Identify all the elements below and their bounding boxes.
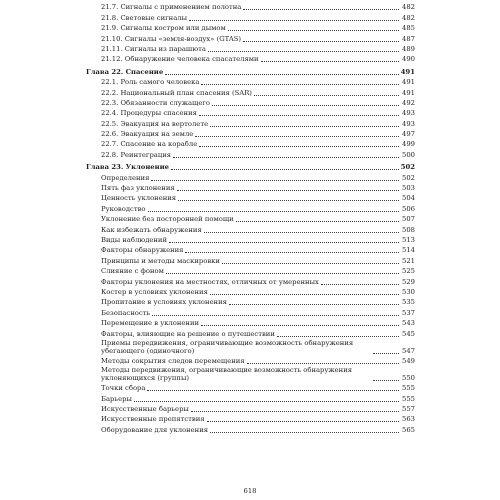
toc-entry-page: 502: [400, 163, 415, 172]
toc-entry-title: Уклонение без посторонней помощи: [101, 215, 234, 224]
toc-entry: [86, 129, 415, 139]
toc-entry-title: 22.1. Роль самого человека: [101, 78, 200, 87]
toc-entry-page: 487: [402, 34, 415, 43]
toc-entry-title: 21.12. Обнаружение человека спасателями: [101, 55, 259, 64]
toc-entry-page: 557: [402, 405, 415, 414]
toc-entry-title: Руководство: [101, 204, 146, 213]
toc-entry-title: 22.7. Спасение на корабле: [101, 140, 198, 149]
dot-leader: [201, 325, 399, 326]
dot-leader: [171, 169, 399, 170]
toc-entry-title: Факторы обнаружения: [101, 246, 184, 255]
dot-leader: [210, 432, 399, 433]
toc-entry: [86, 356, 415, 366]
toc-entry-page: 506: [402, 204, 415, 213]
dot-leader: [321, 284, 399, 285]
toc-entry-title: Безопасность: [101, 308, 151, 317]
toc-entry-page: 493: [402, 109, 415, 118]
toc-entry-page: 543: [402, 319, 415, 328]
toc-entry: [86, 414, 415, 424]
dot-leader: [173, 157, 399, 158]
toc-entry: [86, 287, 415, 297]
toc-entry: [86, 98, 415, 108]
toc-entry: [86, 54, 415, 64]
dot-leader: [199, 146, 399, 147]
dot-leader: [195, 136, 399, 137]
toc-entry-page: 482: [402, 13, 415, 22]
toc-entry-page: 535: [402, 298, 415, 307]
toc-entry-title: 22.2. Национальный план спасения (SAR): [101, 88, 252, 97]
toc-entry-title: Определения: [101, 173, 150, 182]
toc-entry-page: 504: [402, 194, 415, 203]
toc-entry: [86, 383, 415, 393]
toc-entry-title: Принципы и методы маскировки: [101, 256, 220, 265]
dot-leader: [254, 95, 399, 96]
toc-entry-title: Пропитание в условиях уклонения: [101, 298, 227, 307]
toc-entry-page: 489: [402, 44, 415, 53]
toc-entry-title: 21.9. Сигналы костром или дымом: [101, 24, 226, 33]
toc-entry: [86, 214, 415, 224]
dot-leader: [236, 221, 399, 222]
toc-entry-title: Как избежать обнаружения: [101, 225, 202, 234]
toc-entry: [86, 149, 415, 159]
toc-entry-title: Глава 23. Уклонение: [86, 163, 169, 172]
toc-entry-title: Слияние с фоном: [101, 267, 164, 276]
toc-entry-page: 500: [402, 150, 415, 159]
toc-entry-page: 537: [402, 308, 415, 317]
dot-leader: [152, 315, 399, 316]
toc-entry-title: 21.10. Сигналы «земля-воздух» (GTAS): [101, 34, 242, 43]
toc-entry: [86, 77, 415, 87]
dot-leader: [177, 190, 399, 191]
toc-entry-title: Перемещение в уклонении: [101, 319, 200, 328]
toc-entry-page: 529: [402, 277, 415, 286]
toc-entry-page: 530: [402, 287, 415, 296]
dot-leader: [151, 180, 399, 181]
dot-leader: [189, 20, 399, 21]
dot-leader: [207, 421, 399, 422]
toc-entry: [86, 33, 415, 43]
toc-entry-title: Оборудование для уклонения: [101, 425, 209, 434]
toc-entry-title: 22.5. Эвакуация на вертолете: [101, 119, 209, 128]
toc-entry-page: 497: [402, 130, 415, 139]
toc-chapter-heading: [86, 66, 415, 76]
toc-entry-page: 514: [402, 246, 415, 255]
toc-entry: [86, 424, 415, 434]
toc-entry-page: 508: [402, 225, 415, 234]
dot-leader: [166, 273, 399, 274]
dot-leader: [243, 9, 399, 10]
dot-leader: [228, 30, 399, 31]
toc-entry-title: Методы передвижения, ограничивающие возможность обнаружения уклоняющихся (группы): [101, 365, 353, 383]
toc-entry: [86, 108, 415, 118]
toc-entry-page: 485: [402, 24, 415, 33]
table-of-contents: [86, 2, 415, 435]
dot-leader: [247, 363, 399, 364]
toc-entry-title: Пять фаз уклонения: [101, 184, 175, 193]
toc-entry-page: 549: [402, 356, 415, 365]
toc-entry-title: 22.3. Обязанности служащего: [101, 98, 210, 107]
dot-leader: [261, 61, 399, 62]
dot-leader: [178, 200, 399, 201]
toc-entry: [86, 118, 415, 128]
toc-entry: [86, 266, 415, 276]
dot-leader: [134, 401, 399, 402]
toc-entry: [86, 318, 415, 328]
toc-entry-title: Методы сокрытия следов перемещения: [101, 356, 245, 365]
toc-entry-page: 492: [402, 98, 415, 107]
dot-leader: [208, 51, 399, 52]
dot-leader: [277, 336, 399, 337]
dot-leader: [165, 74, 399, 75]
dot-leader: [243, 41, 399, 42]
dot-leader: [169, 242, 399, 243]
toc-entry: [86, 23, 415, 33]
toc-entry: [86, 193, 415, 203]
toc-entry: [86, 339, 415, 356]
dot-leader: [147, 390, 399, 391]
toc-entry-page: 565: [402, 425, 415, 434]
toc-entry-title: Костер в условиях уклонения: [101, 287, 208, 296]
toc-entry: [86, 255, 415, 265]
toc-entry: [86, 172, 415, 182]
toc-entry: [86, 276, 415, 286]
dot-leader: [185, 252, 399, 253]
toc-entry-title: Глава 22. Спасение: [86, 67, 164, 76]
dot-leader: [210, 126, 399, 127]
toc-entry-title: 21.8. Световые сигналы: [101, 13, 187, 22]
toc-entry-page: 521: [402, 256, 415, 265]
toc-entry-page: 563: [402, 415, 415, 424]
toc-entry: [86, 2, 415, 12]
toc-entry-title: 22.4. Процедуры спасения: [101, 109, 197, 118]
toc-entry-title: Искусственные препятствия: [101, 415, 205, 424]
toc-entry: [86, 307, 415, 317]
toc-entry: [86, 139, 415, 149]
toc-entry-page: 493: [402, 119, 415, 128]
toc-entry-title: 22.6. Эвакуация на земле: [101, 130, 194, 139]
toc-entry-page: 513: [402, 235, 415, 244]
toc-entry: [86, 245, 415, 255]
toc-entry-page: 507: [402, 215, 415, 224]
toc-entry: [86, 224, 415, 234]
toc-entry-page: 491: [400, 67, 415, 76]
dot-leader: [201, 84, 399, 85]
toc-entry-page: 550: [402, 373, 415, 382]
toc-entry: [86, 235, 415, 245]
toc-entry-page: 547: [402, 346, 415, 355]
dot-leader: [229, 304, 399, 305]
toc-entry-page: 525: [402, 267, 415, 276]
toc-entry-page: 502: [402, 173, 415, 182]
toc-entry-title: 22.8. Реинтеграция: [101, 150, 172, 159]
toc-entry-page: 555: [402, 394, 415, 403]
toc-entry-title: Виды наблюдений: [101, 235, 167, 244]
toc-entry: [86, 183, 415, 193]
toc-entry: [86, 297, 415, 307]
toc-entry-title: Приемы передвижения, ограничивающие возможность обнаружения убегающего (одиночного): [101, 338, 354, 355]
toc-entry-title: 21.7. Сигналы с применением полотна: [101, 3, 242, 12]
toc-entry: [86, 203, 415, 213]
toc-entry: [86, 393, 415, 403]
toc-entry-page: 490: [402, 55, 415, 64]
toc-entry-page: 499: [402, 140, 415, 149]
toc-entry-page: 555: [402, 384, 415, 393]
dot-leader: [212, 105, 399, 106]
toc-entry-page: 482: [402, 3, 415, 12]
dot-leader: [373, 353, 399, 354]
toc-entry-page: 503: [402, 184, 415, 193]
toc-entry-title: Барьеры: [101, 394, 132, 403]
dot-leader: [199, 115, 399, 116]
dot-leader: [204, 232, 399, 233]
dot-leader: [222, 263, 399, 264]
toc-entry: [86, 328, 415, 338]
toc-entry-title: Факторы уклонения на местностях, отличных от умеренных: [101, 277, 319, 286]
toc-entry: [86, 404, 415, 414]
dot-leader: [148, 211, 399, 212]
dot-leader: [210, 294, 399, 295]
toc-entry: [86, 87, 415, 97]
toc-entry: [86, 366, 415, 383]
toc-entry: [86, 12, 415, 22]
toc-entry-page: 545: [402, 329, 415, 338]
dot-leader: [373, 380, 399, 381]
page-number: 618: [243, 487, 257, 495]
toc-entry-title: Факторы, влияющие на решение о путешествии: [101, 329, 275, 338]
toc-entry-page: 491: [402, 78, 415, 87]
toc-entry-title: 21.11. Сигналы из парашюта: [101, 44, 206, 53]
toc-entry-title: Искусственные барьеры: [101, 405, 189, 414]
toc-entry-page: 491: [402, 88, 415, 97]
toc-entry-title: Ценность уклонения: [101, 194, 177, 203]
toc-entry-title: Точки сбора: [101, 384, 146, 393]
toc-entry: [86, 44, 415, 54]
toc-chapter-heading: [86, 162, 415, 172]
dot-leader: [191, 411, 399, 412]
